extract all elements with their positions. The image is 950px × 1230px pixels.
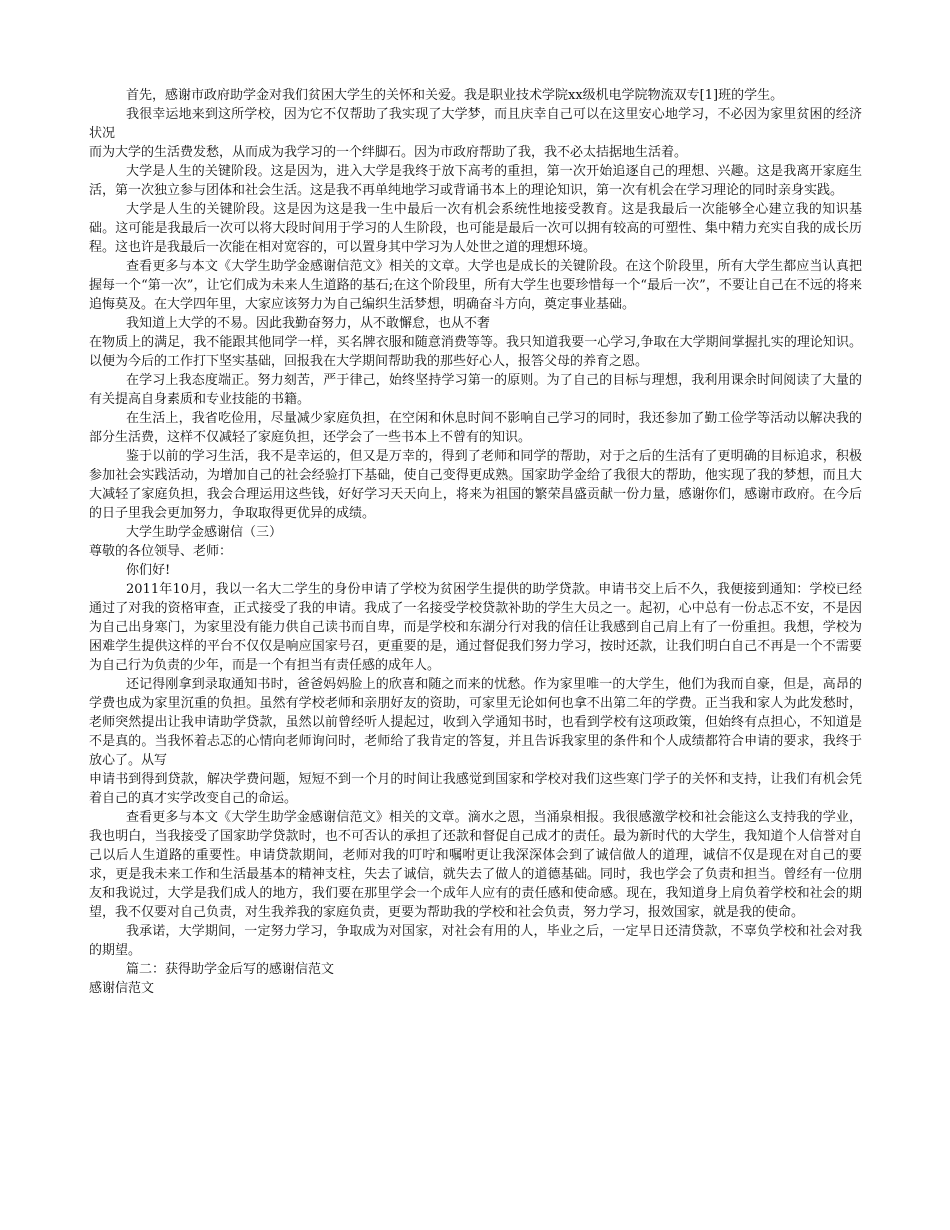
paragraph: 我知道上大学的不易。因此我勤奋努力，从不敢懈怠，也从不奢	[126, 316, 491, 331]
paragraph: 鉴于以前的学习生活，我不是幸运的，但又是万幸的，得到了老师和同学的帮助，对于之后的生活有了更明确的目标追求，积极参加社会实践活动，为增加自己的社会经验打下基础，使自己变得更成熟。国家助学金给了我很大的帮助，他实现了我的梦想，而且大大减轻了家庭负担，我会合理运用这些钱，好好学习天天向上，将来为祖国的繁荣昌盛贡献一份力量，感谢你们，感谢市政府。在今后的日子里我会更加努力，争取取得更优异的成绩。	[89, 449, 862, 521]
paragraph: 在物质上的满足，我不能跟其他同学一样，买名牌衣服和随意消费等等。我只知道我要一心学习,争取在大学期间掌握扎实的理论知识。以便为今后的工作打下坚实基础，回报我在大学期间帮助我的那些好心人，报答父母的养育之恩。	[89, 335, 862, 369]
paragraph: 你们好!	[126, 563, 171, 578]
paragraph: 尊敬的各位领导、老师：	[89, 544, 233, 559]
paragraph: 大学是人生的关键阶段。这是因为，进入大学是我终于放下高考的重担，第一次开始追逐自己的理想、兴趣。这是我离开家庭生活，第一次独立参与团体和社会生活。这是我不再单纯地学习或背诵书本上的理论知识，第一次有机会在学习理论的同时亲身实践。	[89, 164, 862, 198]
paragraph: 大学是人生的关键阶段。这是因为这是我一生中最后一次有机会系统性地接受教育。这是我最后一次能够全心建立我的知识基础。这可能是我最后一次可以将大段时间用于学习的人生阶段，也可能是最后一次可以拥有较高的可塑性、集中精力充实自我的成长历程。这也许是我最后一次能在相对宽容的，可以置身其中学习为人处世之道的理想环境。	[89, 202, 862, 255]
paragraph: 大学生助学金感谢信（三）	[126, 525, 283, 540]
paragraph: 感谢信范文	[89, 981, 155, 996]
document-body	[89, 86, 862, 998]
paragraph: 在生活上，我省吃俭用，尽量减少家庭负担，在空闲和休息时间不影响自己学习的同时，我还参加了勤工俭学等活动以解决我的部分生活费，这样不仅减轻了家庭负担，还学会了一些书本上不曾有的知识。	[89, 411, 862, 445]
paragraph: 2011年10月，我以一名大二学生的身份申请了学校为贫困学生提供的助学贷款。申请书交上后不久，我便接到通知：学校已经通过了对我的资格审查，正式接受了我的申请。我成了一名接受学校贷款补助的学生大员之一。起初，心中总有一份忐忑不安，不是因为自己出身寒门，为家里没有能力供自己读书而自卑，而是学校和东湖分行对我的信任让我感到自己肩上有了一份重担。我想，学校为困难学生提供这样的平台不仅仅是响应国家号召，更重要的是，通过督促我们努力学习，按时还款，让我们明白自己不再是一个不需要为自己行为负责的少年，而是一个有担当有责任感的成年人。	[89, 582, 862, 673]
paragraph: 还记得刚拿到录取通知书时，爸爸妈妈脸上的欣喜和随之而来的忧愁。作为家里唯一的大学生，他们为我而自豪，但是，高昂的学费也成为家里沉重的负担。虽然有学校老师和亲朋好友的资助，可家里无论如何也拿不出第二年的学费。正当我和家人为此发愁时，老师突然提出让我申请助学贷款，虽然以前曾经听人提起过，收到入学通知书时，也看到学校有这项政策，但始终有点担心，不知道是不是真的。当我怀着忐忑的心情向老师询问时，老师给了我肯定的答复，并且告诉我家里的条件和个人成绩都符合申请的要求，我终于放心了。从写	[89, 677, 862, 768]
paragraph: 首先，感谢市政府助学金对我们贫困大学生的关怀和关爱。我是职业技术学院xx级机电学院物流双专[1]班的学生。	[126, 88, 784, 103]
paragraph: 篇二：获得助学金后写的感谢信范文	[126, 962, 335, 977]
paragraph: 而为大学的生活费发愁，从而成为我学习的一个绊脚石。因为市政府帮助了我，我不必太拮据地生活着。	[89, 145, 688, 160]
paragraph: 查看更多与本文《大学生助学金感谢信范文》相关的文章。滴水之恩，当涌泉相报。我很感激学校和社会能这么支持我的学业，我也明白，当我接受了国家助学贷款时，也不可否认的承担了还款和督促自己成才的责任。最为新时代的大学生，我知道个人信誉对自己以后人生道路的重要性。申请贷款期间，老师对我的叮咛和嘱咐更让我深深体会到了诚信做人的道理，诚信不仅是现在对自己的要求，更是我未来工作和生活最基本的精神支柱，失去了诚信，就失去了做人的道德基础。同时，我也学会了负责和担当。曾经有一位朋友和我说过，大学是我们成人的地方，我们要在那里学会一个成年人应有的责任感和使命感。现在，我知道身上肩负着学校和社会的期望，我不仅要对自己负责，对生我养我的家庭负责，更要为帮助我的学校和社会负责，努力学习，报效国家，就是我的使命。	[89, 810, 862, 920]
paragraph: 查看更多与本文《大学生助学金感谢信范文》相关的文章。大学也是成长的关键阶段。在这个阶段里，所有大学生都应当认真把握每一个“第一次”，让它们成为未来人生道路的基石;在这个阶段里，所有大学生也要珍惜每一个“最后一次”，不要让自己在不远的将来追悔莫及。在大学四年里，大家应该努力为自己编织生活梦想，明确奋斗方向，奠定事业基础。	[89, 259, 862, 312]
paragraph: 我承诺，大学期间，一定努力学习，争取成为对国家，对社会有用的人，毕业之后，一定早日还清贷款，不辜负学校和社会对我的期望。	[89, 924, 862, 958]
paragraph: 申请书到得到贷款，解决学费问题，短短不到一个月的时间让我感觉到国家和学校对我们这些寒门学子的关怀和支持，让我们有机会凭着自己的真才实学改变自己的命运。	[89, 772, 862, 806]
paragraph: 我很幸运地来到这所学校，因为它不仅帮助了我实现了大学梦，而且庆幸自己可以在这里安心地学习，不必因为家里贫困的经济状况	[89, 107, 862, 141]
paragraph: 在学习上我态度端正。努力刻苦，严于律己，始终坚持学习第一的原则。为了自己的目标与理想，我利用课余时间阅读了大量的有关提高自身素质和专业技能的书籍。	[89, 373, 862, 407]
